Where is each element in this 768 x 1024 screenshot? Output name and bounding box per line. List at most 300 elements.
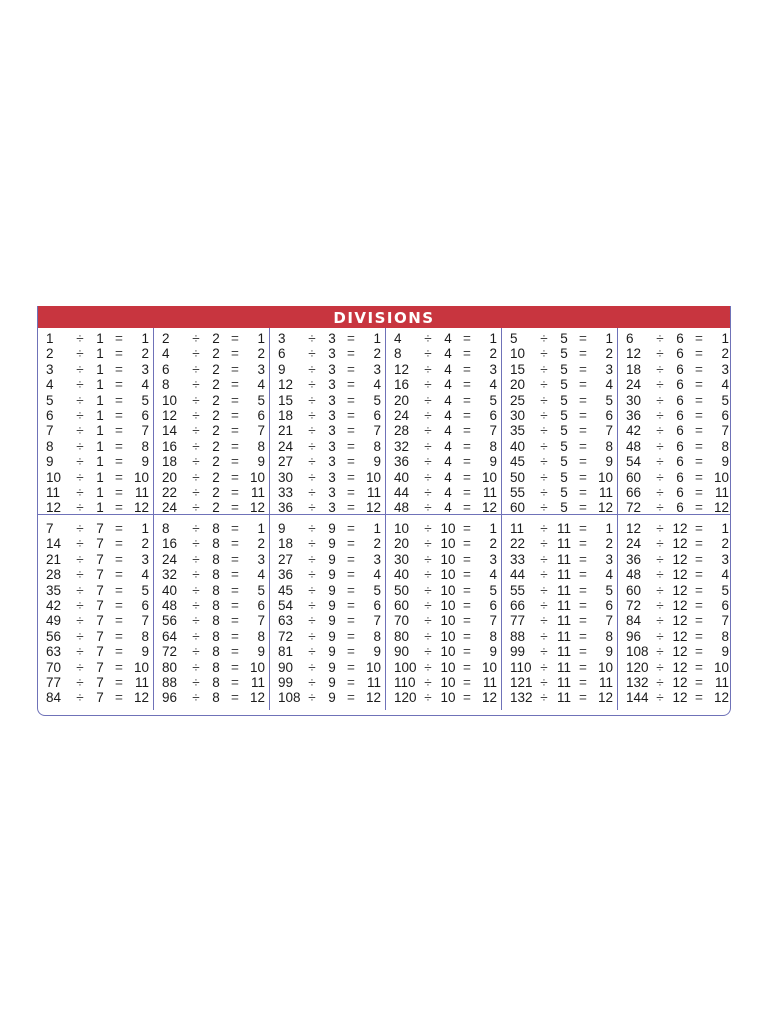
division-row — [38, 629, 153, 644]
quotient: 4 — [141, 377, 149, 393]
divide-sign: ÷ — [76, 377, 84, 393]
quotient: 9 — [489, 454, 497, 470]
dividend: 77 — [46, 674, 62, 690]
division-row — [618, 613, 731, 628]
divide-sign: ÷ — [192, 597, 200, 613]
divisor: 12 — [672, 521, 688, 536]
quotient: 6 — [605, 407, 613, 423]
quotient: 10 — [249, 659, 265, 675]
division-row — [270, 598, 385, 613]
quotient: 11 — [366, 484, 381, 500]
dividend: 5 — [46, 392, 54, 408]
quotient: 11 — [598, 674, 613, 690]
divisor: 11 — [556, 536, 571, 552]
quotient: 10 — [365, 659, 381, 675]
dividend: 22 — [162, 484, 178, 500]
division-row — [618, 675, 731, 690]
divisor: 8 — [212, 613, 220, 629]
equals-sign: = — [115, 407, 123, 423]
equals-sign: = — [463, 567, 471, 583]
divide-sign: ÷ — [76, 484, 84, 500]
equals-sign: = — [347, 438, 355, 454]
divide-sign: ÷ — [424, 597, 432, 613]
dividend: 9 — [278, 521, 286, 536]
divide-sign: ÷ — [540, 659, 548, 675]
dividend: 108 — [626, 644, 649, 660]
divide-sign: ÷ — [76, 392, 84, 408]
quotient: 10 — [365, 469, 381, 485]
division-row — [618, 583, 731, 598]
division-table-11 — [502, 515, 618, 710]
divide-sign: ÷ — [192, 674, 200, 690]
equals-sign: = — [115, 551, 123, 567]
division-row — [270, 423, 385, 438]
equals-sign: = — [579, 582, 587, 598]
equals-sign: = — [463, 454, 471, 470]
divisor: 1 — [96, 438, 104, 454]
division-row — [270, 485, 385, 500]
dividend: 16 — [162, 438, 178, 454]
dividend: 30 — [278, 469, 294, 485]
divisor: 11 — [556, 644, 571, 660]
dividend: 110 — [510, 659, 532, 675]
quotient: 2 — [141, 536, 149, 552]
divide-sign: ÷ — [192, 331, 200, 346]
division-row — [270, 613, 385, 628]
divisor: 7 — [96, 582, 104, 598]
quotient: 1 — [373, 521, 381, 536]
dividend: 108 — [278, 690, 301, 706]
equals-sign: = — [579, 613, 587, 629]
quotient: 8 — [605, 628, 613, 644]
divide-sign: ÷ — [76, 469, 84, 485]
division-row — [502, 377, 617, 392]
dividend: 6 — [162, 361, 170, 377]
divisor: 5 — [560, 454, 568, 470]
division-row — [502, 521, 617, 536]
division-row — [38, 567, 153, 582]
divide-sign: ÷ — [424, 454, 432, 470]
division-row — [618, 362, 731, 377]
quotient: 5 — [257, 392, 265, 408]
quotient: 6 — [141, 597, 149, 613]
quotient: 4 — [373, 567, 381, 583]
divisor: 9 — [328, 690, 336, 706]
equals-sign: = — [695, 423, 703, 439]
divisor: 11 — [556, 582, 571, 598]
quotient: 3 — [489, 551, 497, 567]
equals-sign: = — [463, 407, 471, 423]
divide-sign: ÷ — [424, 346, 432, 362]
divisor: 9 — [328, 551, 336, 567]
equals-sign: = — [231, 536, 239, 552]
equals-sign: = — [463, 331, 471, 346]
divisor: 4 — [444, 361, 452, 377]
equals-sign: = — [115, 438, 123, 454]
dividend: 72 — [626, 500, 642, 516]
divide-sign: ÷ — [424, 500, 432, 516]
equals-sign: = — [231, 469, 239, 485]
quotient: 3 — [141, 361, 149, 377]
quotient: 10 — [597, 469, 613, 485]
quotient: 4 — [373, 377, 381, 393]
divide-sign: ÷ — [76, 597, 84, 613]
divisor: 4 — [444, 392, 452, 408]
division-row — [502, 500, 617, 515]
quotient: 2 — [721, 346, 729, 362]
quotient: 5 — [373, 582, 381, 598]
division-table-5 — [502, 328, 618, 515]
division-table-2 — [154, 328, 270, 515]
equals-sign: = — [231, 423, 239, 439]
equals-sign: = — [695, 690, 703, 706]
divisor: 5 — [560, 423, 568, 439]
divide-sign: ÷ — [192, 582, 200, 598]
dividend: 8 — [46, 438, 54, 454]
divide-sign: ÷ — [540, 644, 548, 660]
equals-sign: = — [347, 613, 355, 629]
division-row — [38, 675, 153, 690]
divide-sign: ÷ — [308, 536, 316, 552]
division-row — [154, 675, 269, 690]
dividend: 20 — [162, 469, 178, 485]
quotient: 7 — [141, 423, 149, 439]
quotient: 10 — [133, 469, 149, 485]
divide-sign: ÷ — [656, 582, 664, 598]
division-row — [270, 690, 385, 705]
equals-sign: = — [231, 407, 239, 423]
divide-sign: ÷ — [308, 674, 316, 690]
dividend: 15 — [510, 361, 526, 377]
quotient: 12 — [133, 690, 149, 706]
divide-sign: ÷ — [540, 521, 548, 536]
division-row — [386, 454, 501, 469]
equals-sign: = — [115, 361, 123, 377]
division-row — [386, 583, 501, 598]
divide-sign: ÷ — [76, 331, 84, 346]
equals-sign: = — [695, 484, 703, 500]
dividend: 30 — [510, 407, 526, 423]
equals-sign: = — [463, 484, 471, 500]
quotient: 4 — [605, 377, 613, 393]
divide-sign: ÷ — [192, 469, 200, 485]
equals-sign: = — [231, 438, 239, 454]
division-row — [386, 629, 501, 644]
equals-sign: = — [347, 551, 355, 567]
equals-sign: = — [695, 331, 703, 346]
quotient: 1 — [141, 331, 149, 346]
divisor: 12 — [672, 567, 688, 583]
divide-sign: ÷ — [424, 377, 432, 393]
dividend: 18 — [626, 361, 642, 377]
division-row — [618, 536, 731, 551]
divisor: 12 — [672, 628, 688, 644]
divide-sign: ÷ — [656, 597, 664, 613]
equals-sign: = — [695, 454, 703, 470]
quotient: 1 — [257, 331, 265, 346]
division-row — [38, 377, 153, 392]
quotient: 9 — [141, 644, 149, 660]
divisor: 4 — [444, 484, 452, 500]
equals-sign: = — [463, 644, 471, 660]
divide-sign: ÷ — [308, 567, 316, 583]
quotient: 9 — [605, 454, 613, 470]
dividend: 16 — [394, 377, 410, 393]
division-row — [502, 644, 617, 659]
dividend: 1 — [46, 331, 54, 346]
dividend: 56 — [46, 628, 62, 644]
dividend: 96 — [162, 690, 178, 706]
quotient: 12 — [713, 690, 729, 706]
quotient: 1 — [489, 521, 497, 536]
divide-sign: ÷ — [424, 567, 432, 583]
equals-sign: = — [115, 613, 123, 629]
dividend: 2 — [46, 346, 54, 362]
equals-sign: = — [579, 690, 587, 706]
division-row — [386, 690, 501, 705]
equals-sign: = — [695, 469, 703, 485]
dividend: 44 — [510, 567, 526, 583]
divisor: 2 — [212, 392, 220, 408]
dividend: 18 — [278, 536, 294, 552]
divisor: 11 — [556, 567, 571, 583]
division-row — [502, 567, 617, 582]
division-row — [154, 470, 269, 485]
dividend: 36 — [626, 551, 642, 567]
dividend: 81 — [278, 644, 294, 660]
dividend: 25 — [510, 392, 526, 408]
dividend: 36 — [394, 454, 410, 470]
divide-sign: ÷ — [424, 582, 432, 598]
quotient: 2 — [605, 536, 613, 552]
quotient: 5 — [257, 582, 265, 598]
dividend: 90 — [278, 659, 294, 675]
equals-sign: = — [463, 613, 471, 629]
quotient: 2 — [489, 536, 497, 552]
division-row — [38, 598, 153, 613]
dividend: 3 — [278, 331, 286, 346]
divide-sign: ÷ — [656, 454, 664, 470]
quotient: 1 — [141, 521, 149, 536]
division-row — [154, 598, 269, 613]
divide-sign: ÷ — [76, 628, 84, 644]
quotient: 8 — [141, 628, 149, 644]
quotient: 7 — [489, 423, 497, 439]
division-row — [154, 583, 269, 598]
divide-sign: ÷ — [76, 407, 84, 423]
divisions-card — [37, 306, 731, 716]
equals-sign: = — [115, 567, 123, 583]
equals-sign: = — [231, 377, 239, 393]
divide-sign: ÷ — [308, 346, 316, 362]
division-row — [154, 567, 269, 582]
dividend: 36 — [626, 407, 642, 423]
dividend: 110 — [394, 674, 416, 690]
division-row — [38, 346, 153, 361]
dividend: 12 — [626, 521, 642, 536]
quotient: 3 — [489, 361, 497, 377]
divisor: 1 — [96, 407, 104, 423]
equals-sign: = — [115, 454, 123, 470]
division-row — [270, 583, 385, 598]
divide-sign: ÷ — [540, 454, 548, 470]
divisor: 2 — [212, 361, 220, 377]
quotient: 1 — [605, 521, 613, 536]
quotient: 4 — [257, 377, 265, 393]
divide-sign: ÷ — [424, 438, 432, 454]
quotient: 9 — [721, 644, 729, 660]
divide-sign: ÷ — [540, 377, 548, 393]
dividend: 72 — [626, 597, 642, 613]
divide-sign: ÷ — [656, 438, 664, 454]
division-table-4 — [386, 328, 502, 515]
divide-sign: ÷ — [76, 536, 84, 552]
dividend: 132 — [510, 690, 533, 706]
division-row — [38, 690, 153, 705]
equals-sign: = — [695, 597, 703, 613]
quotient: 7 — [489, 613, 497, 629]
divide-sign: ÷ — [656, 469, 664, 485]
dividend: 63 — [46, 644, 62, 660]
divide-sign: ÷ — [656, 423, 664, 439]
divisor: 8 — [212, 551, 220, 567]
divide-sign: ÷ — [424, 628, 432, 644]
divisor: 1 — [96, 361, 104, 377]
divisor: 8 — [212, 674, 220, 690]
equals-sign: = — [695, 521, 703, 536]
division-row — [502, 613, 617, 628]
divisor: 2 — [212, 484, 220, 500]
divisor: 1 — [96, 454, 104, 470]
divisor: 4 — [444, 407, 452, 423]
divisor: 5 — [560, 377, 568, 393]
equals-sign: = — [579, 521, 587, 536]
dividend: 42 — [626, 423, 642, 439]
divide-sign: ÷ — [76, 582, 84, 598]
divisor: 9 — [328, 674, 336, 690]
divisor: 11 — [556, 521, 571, 536]
division-row — [386, 408, 501, 423]
divide-sign: ÷ — [540, 567, 548, 583]
divide-sign: ÷ — [192, 659, 200, 675]
quotient: 11 — [134, 674, 149, 690]
division-row — [386, 521, 501, 536]
quotient: 7 — [721, 613, 729, 629]
equals-sign: = — [579, 438, 587, 454]
division-row — [386, 552, 501, 567]
division-row — [502, 393, 617, 408]
equals-sign: = — [115, 346, 123, 362]
division-row — [618, 598, 731, 613]
dividend: 12 — [278, 377, 294, 393]
divisor: 4 — [444, 346, 452, 362]
division-row — [270, 629, 385, 644]
equals-sign: = — [115, 597, 123, 613]
divide-sign: ÷ — [424, 536, 432, 552]
divisor: 6 — [676, 346, 684, 362]
divide-sign: ÷ — [540, 392, 548, 408]
quotient: 5 — [141, 392, 149, 408]
divisor: 6 — [676, 331, 684, 346]
division-row — [38, 408, 153, 423]
quotient: 2 — [141, 346, 149, 362]
divide-sign: ÷ — [192, 407, 200, 423]
division-row — [502, 439, 617, 454]
divide-sign: ÷ — [76, 644, 84, 660]
quotient: 12 — [249, 500, 265, 516]
divide-sign: ÷ — [76, 423, 84, 439]
dividend: 44 — [394, 484, 410, 500]
division-row — [270, 362, 385, 377]
divisor: 3 — [328, 469, 336, 485]
equals-sign: = — [695, 582, 703, 598]
divisor: 7 — [96, 690, 104, 706]
division-table-3 — [270, 328, 386, 515]
divisor: 11 — [556, 690, 571, 706]
dividend: 11 — [46, 484, 61, 500]
quotient: 12 — [249, 690, 265, 706]
dividend: 27 — [278, 551, 294, 567]
division-row — [618, 500, 731, 515]
division-row — [618, 454, 731, 469]
dividend: 5 — [510, 331, 518, 346]
divide-sign: ÷ — [540, 674, 548, 690]
quotient: 10 — [713, 469, 729, 485]
equals-sign: = — [695, 392, 703, 408]
equals-sign: = — [463, 423, 471, 439]
division-row — [154, 660, 269, 675]
divisor: 10 — [440, 628, 456, 644]
divisor: 10 — [440, 674, 456, 690]
divisor: 12 — [672, 674, 688, 690]
equals-sign: = — [347, 597, 355, 613]
divisor: 6 — [676, 484, 684, 500]
divide-sign: ÷ — [656, 500, 664, 516]
quotient: 9 — [373, 454, 381, 470]
divisor: 2 — [212, 469, 220, 485]
divide-sign: ÷ — [76, 438, 84, 454]
quotient: 7 — [373, 423, 381, 439]
quotient: 5 — [721, 392, 729, 408]
division-row — [38, 536, 153, 551]
division-row — [502, 583, 617, 598]
division-row — [386, 393, 501, 408]
equals-sign: = — [579, 454, 587, 470]
quotient: 11 — [250, 674, 265, 690]
dividend: 50 — [510, 469, 526, 485]
divisor: 10 — [440, 644, 456, 660]
equals-sign: = — [115, 484, 123, 500]
dividend: 32 — [394, 438, 410, 454]
dividend: 21 — [278, 423, 294, 439]
dividend: 33 — [510, 551, 526, 567]
divisor: 7 — [96, 628, 104, 644]
divide-sign: ÷ — [424, 613, 432, 629]
division-row — [502, 470, 617, 485]
divisor: 4 — [444, 454, 452, 470]
divisor: 9 — [328, 582, 336, 598]
divide-sign: ÷ — [76, 690, 84, 706]
divisor: 5 — [560, 346, 568, 362]
dividend: 60 — [626, 469, 642, 485]
quotient: 11 — [714, 484, 729, 500]
quotient: 5 — [721, 582, 729, 598]
division-row — [38, 521, 153, 536]
dividend: 45 — [510, 454, 526, 470]
division-row — [502, 485, 617, 500]
quotient: 9 — [605, 644, 613, 660]
quotient: 11 — [482, 674, 497, 690]
